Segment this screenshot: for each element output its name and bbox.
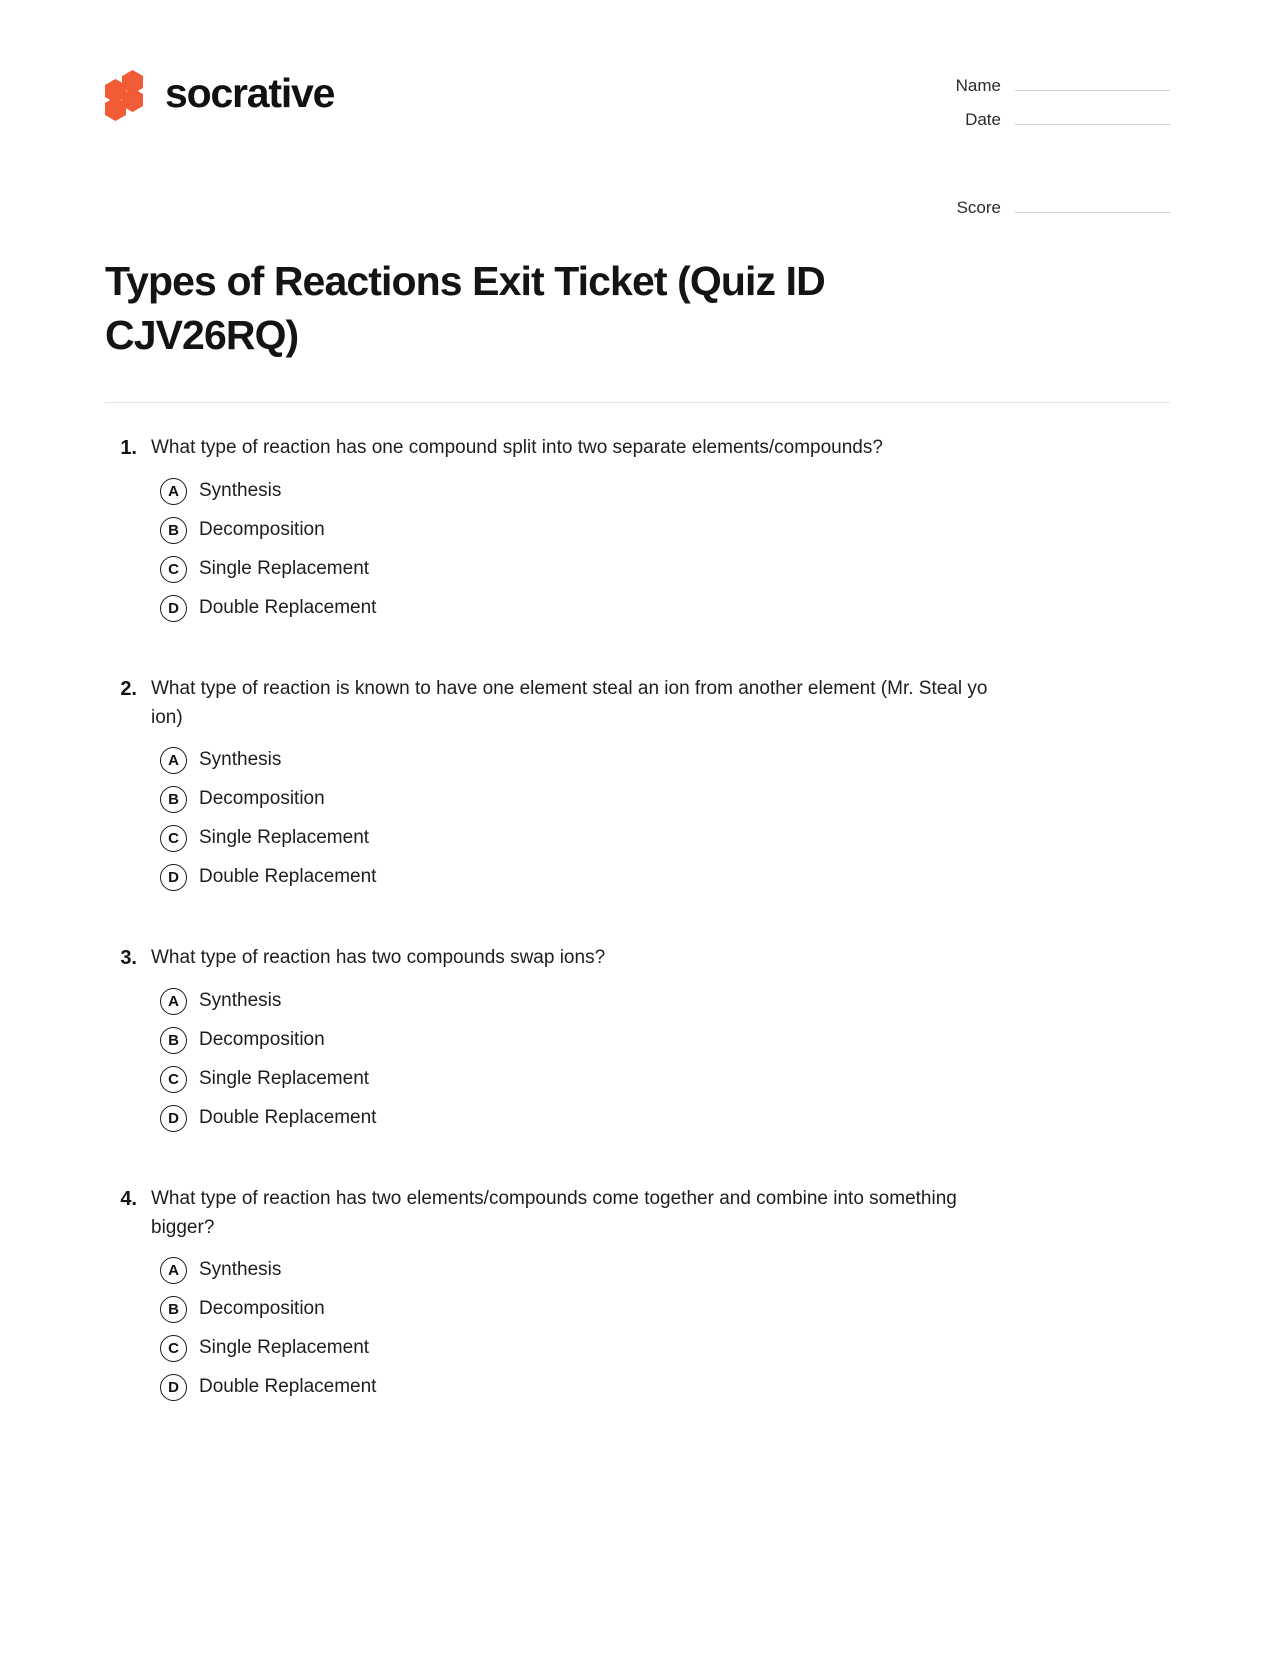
option-bubble-c[interactable]: C <box>160 556 187 583</box>
option-label: Synthesis <box>199 1259 282 1281</box>
question-item <box>105 433 1170 622</box>
answer-option[interactable] <box>105 987 1170 1015</box>
option-bubble-a[interactable]: A <box>160 988 187 1015</box>
option-label: Double Replacement <box>199 1376 377 1398</box>
option-bubble-b[interactable]: B <box>160 1296 187 1323</box>
answer-option[interactable] <box>105 785 1170 813</box>
answer-option[interactable] <box>105 1334 1170 1362</box>
option-label: Decomposition <box>199 788 325 810</box>
date-field-input[interactable] <box>1015 110 1170 125</box>
option-bubble-d[interactable]: D <box>160 1374 187 1401</box>
option-bubble-c[interactable]: C <box>160 825 187 852</box>
question-heading <box>105 1184 1170 1242</box>
answer-options <box>105 1256 1170 1401</box>
question-number: 1. <box>120 437 137 460</box>
option-bubble-d[interactable]: D <box>160 1105 187 1132</box>
date-field-label: Date <box>965 110 1001 129</box>
option-label: Single Replacement <box>199 1337 370 1359</box>
question-text: What type of reaction has one compound split into two separate elements/compounds? <box>151 437 883 459</box>
option-label: Double Replacement <box>199 1107 377 1129</box>
answer-option[interactable] <box>105 516 1170 544</box>
option-bubble-c[interactable]: C <box>160 1066 187 1093</box>
question-item <box>105 943 1170 1132</box>
answer-option[interactable] <box>105 1373 1170 1401</box>
answer-option[interactable] <box>105 1104 1170 1132</box>
question-number: 2. <box>120 678 137 701</box>
answer-option[interactable] <box>105 1256 1170 1284</box>
option-bubble-b[interactable]: B <box>160 786 187 813</box>
page-title: Types of Reactions Exit Ticket (Quiz ID CJV26RQ) <box>105 258 825 359</box>
hexagon-cluster-icon <box>105 70 151 116</box>
answer-option[interactable] <box>105 863 1170 891</box>
question-heading <box>105 674 1170 732</box>
question-number: 3. <box>120 947 137 970</box>
answer-options <box>105 477 1170 622</box>
answer-option[interactable] <box>105 824 1170 852</box>
option-label: Double Replacement <box>199 866 377 888</box>
option-bubble-b[interactable]: B <box>160 1027 187 1054</box>
score-field-row <box>920 198 1170 218</box>
answer-option[interactable] <box>105 594 1170 622</box>
page-header <box>0 0 1275 232</box>
option-bubble-a[interactable]: A <box>160 478 187 505</box>
title-block <box>0 254 1275 362</box>
answer-option[interactable] <box>105 1065 1170 1093</box>
student-info-fields <box>920 62 1170 232</box>
option-bubble-d[interactable]: D <box>160 595 187 622</box>
option-label: Single Replacement <box>199 557 370 579</box>
option-label: Single Replacement <box>199 1068 370 1090</box>
answer-option[interactable] <box>105 746 1170 774</box>
name-field-input[interactable] <box>1015 76 1170 91</box>
questions-list <box>0 433 1275 1401</box>
option-bubble-d[interactable]: D <box>160 864 187 891</box>
answer-options <box>105 746 1170 891</box>
option-label: Double Replacement <box>199 596 377 618</box>
question-heading <box>105 433 1170 463</box>
question-number: 4. <box>120 1188 137 1211</box>
name-field-label: Name <box>955 76 1001 95</box>
answer-options <box>105 987 1170 1132</box>
name-field-row <box>920 76 1170 96</box>
score-field-label: Score <box>956 198 1001 217</box>
option-bubble-a[interactable]: A <box>160 747 187 774</box>
option-label: Synthesis <box>199 749 282 771</box>
answer-option[interactable] <box>105 1026 1170 1054</box>
answer-option[interactable] <box>105 1295 1170 1323</box>
brand-name: socrative <box>165 69 335 116</box>
question-heading <box>105 943 1170 973</box>
question-item <box>105 674 1170 891</box>
brand-logo <box>105 62 334 116</box>
answer-option[interactable] <box>105 555 1170 583</box>
question-text: What type of reaction has two elements/compounds come together and combine into something bigger? <box>151 1188 957 1239</box>
option-label: Synthesis <box>199 990 282 1012</box>
option-label: Decomposition <box>199 1029 325 1051</box>
option-label: Synthesis <box>199 479 282 501</box>
option-label: Decomposition <box>199 518 325 540</box>
question-item <box>105 1184 1170 1401</box>
option-bubble-a[interactable]: A <box>160 1257 187 1284</box>
option-bubble-c[interactable]: C <box>160 1335 187 1362</box>
date-field-row <box>920 110 1170 130</box>
score-field-input[interactable] <box>1015 198 1170 213</box>
option-label: Decomposition <box>199 1298 325 1320</box>
header-divider <box>105 402 1170 403</box>
option-bubble-b[interactable]: B <box>160 517 187 544</box>
option-label: Single Replacement <box>199 827 370 849</box>
question-text: What type of reaction is known to have one element steal an ion from another element (Mr. Steal yo ion) <box>151 678 988 729</box>
answer-option[interactable] <box>105 477 1170 505</box>
question-text: What type of reaction has two compounds swap ions? <box>151 947 606 969</box>
